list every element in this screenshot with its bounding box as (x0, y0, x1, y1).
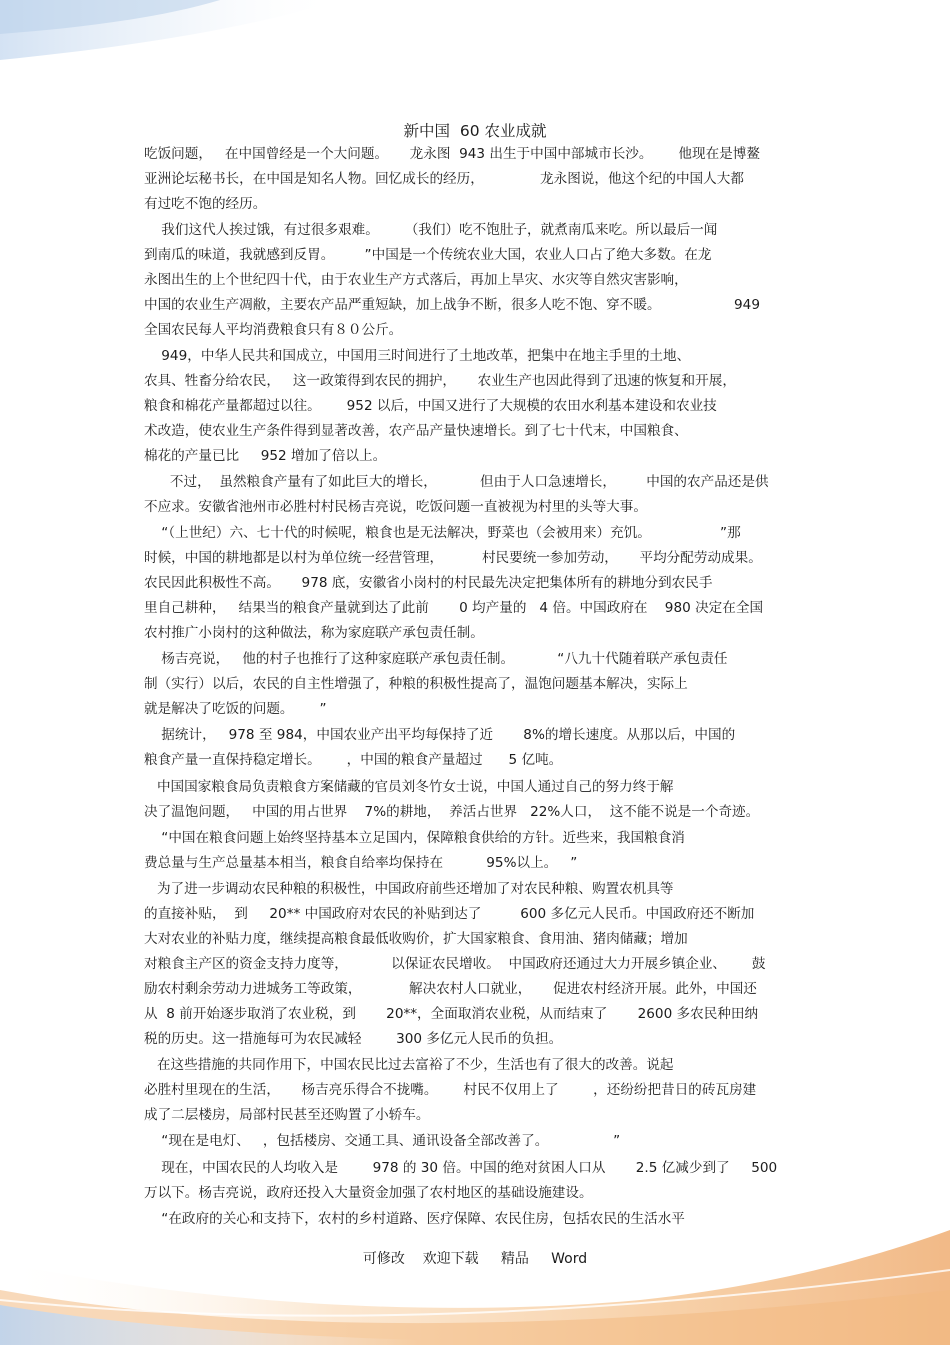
text-line: 永图出生的上个世纪四十代，由于农业生产方式落后，再加上旱灾、水灾等自然灾害影响， (144, 271, 688, 288)
text-line: “现在是电灯、 ，包括楼房、交通工具、通讯设备全部改善了。 ” (144, 1133, 621, 1150)
text-line: 为了进一步调动农民种粮的积极性，中国政府前些还增加了对农民种粮、购置农机具等 (144, 881, 674, 898)
text-line: 里自己耕种， 结果当的粮食产量就到达了此前 0 均产量的 4 倍。中国政府在 980 决定在全国 (144, 600, 764, 617)
text-line: 中国的农业生产凋敝，主要农产品严重短缺，加上战争不断，很多人吃不饱、穿不暖。 949 (144, 296, 760, 313)
text-line: 成了二层楼房，局部村民甚至还购置了小轿车。 (144, 1106, 430, 1123)
footer-text: 可修改 欢迎下载 精品 Word (362, 1251, 588, 1267)
paragraph (144, 1129, 824, 1154)
text-line: 不过， 虽然粮食产量有了如此巨大的增长， 但由于人口急速增长， 中国的农产品还是供 (144, 474, 769, 491)
text-line: “（上世纪）六、七十代的时候呢，粮食也是无法解决，野菜也（会被用来）充饥。 ”那 (144, 525, 741, 542)
text-line: 农具、牲畜分给农民， 这一政策得到农民的拥护， 农业生产也因此得到了迅速的恢复和开展， (144, 373, 736, 390)
text-line: 农村推广小岗村的这种做法，称为家庭联产承包责任制。 (144, 624, 484, 641)
text-line: “中国在粮食问题上始终坚持基本立足国内，保障粮食供给的方针。近些来，我国粮食消 (144, 830, 685, 847)
text-line: 农民因此积极性不高。 978 底，安徽省小岗村的村民最先决定把集体所有的耕地分到农民手 (144, 575, 713, 592)
document-title: 新中国 60 农业成就 (403, 122, 547, 140)
text-line: 949，中华人民共和国成立，中国用三时间进行了土地改革，把集中在地主手里的土地、 (144, 348, 691, 365)
paragraph (144, 877, 824, 1051)
text-line: 的直接补贴， 到 20** 中国政府对农民的补贴到达了 600 多亿元人民币。中国政府还不断加 (144, 906, 755, 923)
text-line: 棉花的产量已比 952 增加了倍以上。 (144, 447, 387, 464)
text-line: 万以下。杨吉亮说，政府还投入大量资金加强了农村地区的基础设施建设。 (144, 1184, 593, 1201)
text-line: 吃饭问题， 在中国曾经是一个大问题。 龙永图 943 出生于中国中部城市长沙。 他现在是博鳌 (144, 146, 760, 162)
text-line: 亚洲论坛秘书长，在中国是知名人物。回忆成长的经历， 龙永图说，他这个纪的中国人大都 (144, 170, 744, 187)
paragraph (144, 826, 824, 876)
paragraph (144, 647, 824, 722)
text-line: 税的历史。这一措施每可为农民减轻 300 多亿元人民币的负担。 (144, 1030, 563, 1047)
text-line: 制（实行）以后，农民的自主性增强了，种粮的积极性提高了，温饱问题基本解决，实际上 (144, 676, 688, 693)
text-line: 术改造，使农业生产条件得到显著改善，农产品产量快速增长。到了七十代末，中国粮食、 (144, 422, 688, 439)
document-body (144, 142, 824, 1232)
text-line: 时候，中国的耕地都是以村为单位统一经营管理， 村民要统一参加劳动， 平均分配劳动成果。 (144, 550, 762, 567)
text-line: 粮食产量一直保持稳定增长。 ，中国的粮食产量超过 5 亿吨。 (144, 752, 563, 769)
text-line: 必胜村里现在的生活， 杨吉亮乐得合不拢嘴。 村民不仅用上了 ，还纷纷把昔日的砖瓦房建 (144, 1081, 757, 1098)
paragraph (144, 723, 824, 773)
paragraph (144, 1053, 824, 1128)
text-line: 从 8 前开始逐步取消了农业税，到 20**，全面取消农业税，从而结束了 2600 多农民种田纳 (144, 1005, 759, 1022)
text-line: 就是解决了吃饭的问题。 ” (144, 701, 327, 718)
text-line: 大对农业的补贴力度，继续提高粮食最低收购价，扩大国家粮食、食用油、猪肉储藏；增加 (144, 931, 688, 948)
text-line: 有过吃不饱的经历。 (144, 195, 267, 212)
text-line: 全国农民每人平均消费粮食只有８０公斤。 (144, 321, 403, 338)
text-line: 费总量与生产总量基本相当，粮食自给率均保持在 95%以上。 ” (144, 854, 578, 871)
text-line: 粮食和棉花产量都超过以往。 952 以后，中国又进行了大规模的农田水利基本建设和农业技 (144, 397, 717, 414)
text-line: 对粮食主产区的资金支持力度等， 以保证农民增收。 中国政府还通过大力开展乡镇企业、 鼓 (144, 956, 766, 972)
paragraph (144, 142, 824, 217)
paragraph (144, 1156, 824, 1206)
text-line: 在这些措施的共同作用下，中国农民比过去富裕了不少，生活也有了很大的改善。说起 (144, 1057, 674, 1074)
text-line: 杨吉亮说， 他的村子也推行了这种家庭联产承包责任制。 “八九十代随着联产承包责任 (144, 651, 728, 668)
text-line: “在政府的关心和支持下，农村的乡村道路、医疗保障、农民住房，包括农民的生活水平 (144, 1210, 685, 1227)
text-line: 决了温饱问题， 中国的用占世界 7%的耕地， 养活占世界 22%人口， 这不能不说是一个奇迹。 (144, 803, 760, 820)
paragraph (144, 470, 824, 520)
text-line: 据统计， 978 至 984，中国农业产出平均每保持了近 8%的增长速度。从那以后，中国的 (144, 727, 736, 744)
paragraph (144, 521, 824, 645)
text-line: 我们这代人挨过饿，有过很多艰难。 （我们）吃不饱肚子，就煮南瓜来吃。所以最后一闻 (144, 222, 718, 239)
paragraph (144, 775, 824, 825)
text-line: 励农村剩余劳动力进城务工等政策， 解决农村人口就业， 促进农村经济开展。此外，中国还 (144, 980, 757, 997)
text-line: 不应求。安徽省池州市必胜村村民杨吉亮说，吃饭问题一直被视为村里的头等大事。 (144, 498, 647, 515)
text-line: 中国国家粮食局负责粮食方案储藏的官员刘冬竹女士说，中国人通过自己的努力终于解 (144, 778, 674, 795)
paragraph (144, 218, 824, 342)
text-line: 到南瓜的味道，我就感到反胃。 ”中国是一个传统农业大国，农业人口占了绝大多数。在龙 (144, 247, 712, 264)
paragraph (144, 344, 824, 468)
paragraph (144, 1207, 824, 1232)
text-line: 现在，中国农民的人均收入是 978 的 30 倍。中国的绝对贫困人口从 2.5 亿减少到了 500 (144, 1159, 778, 1176)
